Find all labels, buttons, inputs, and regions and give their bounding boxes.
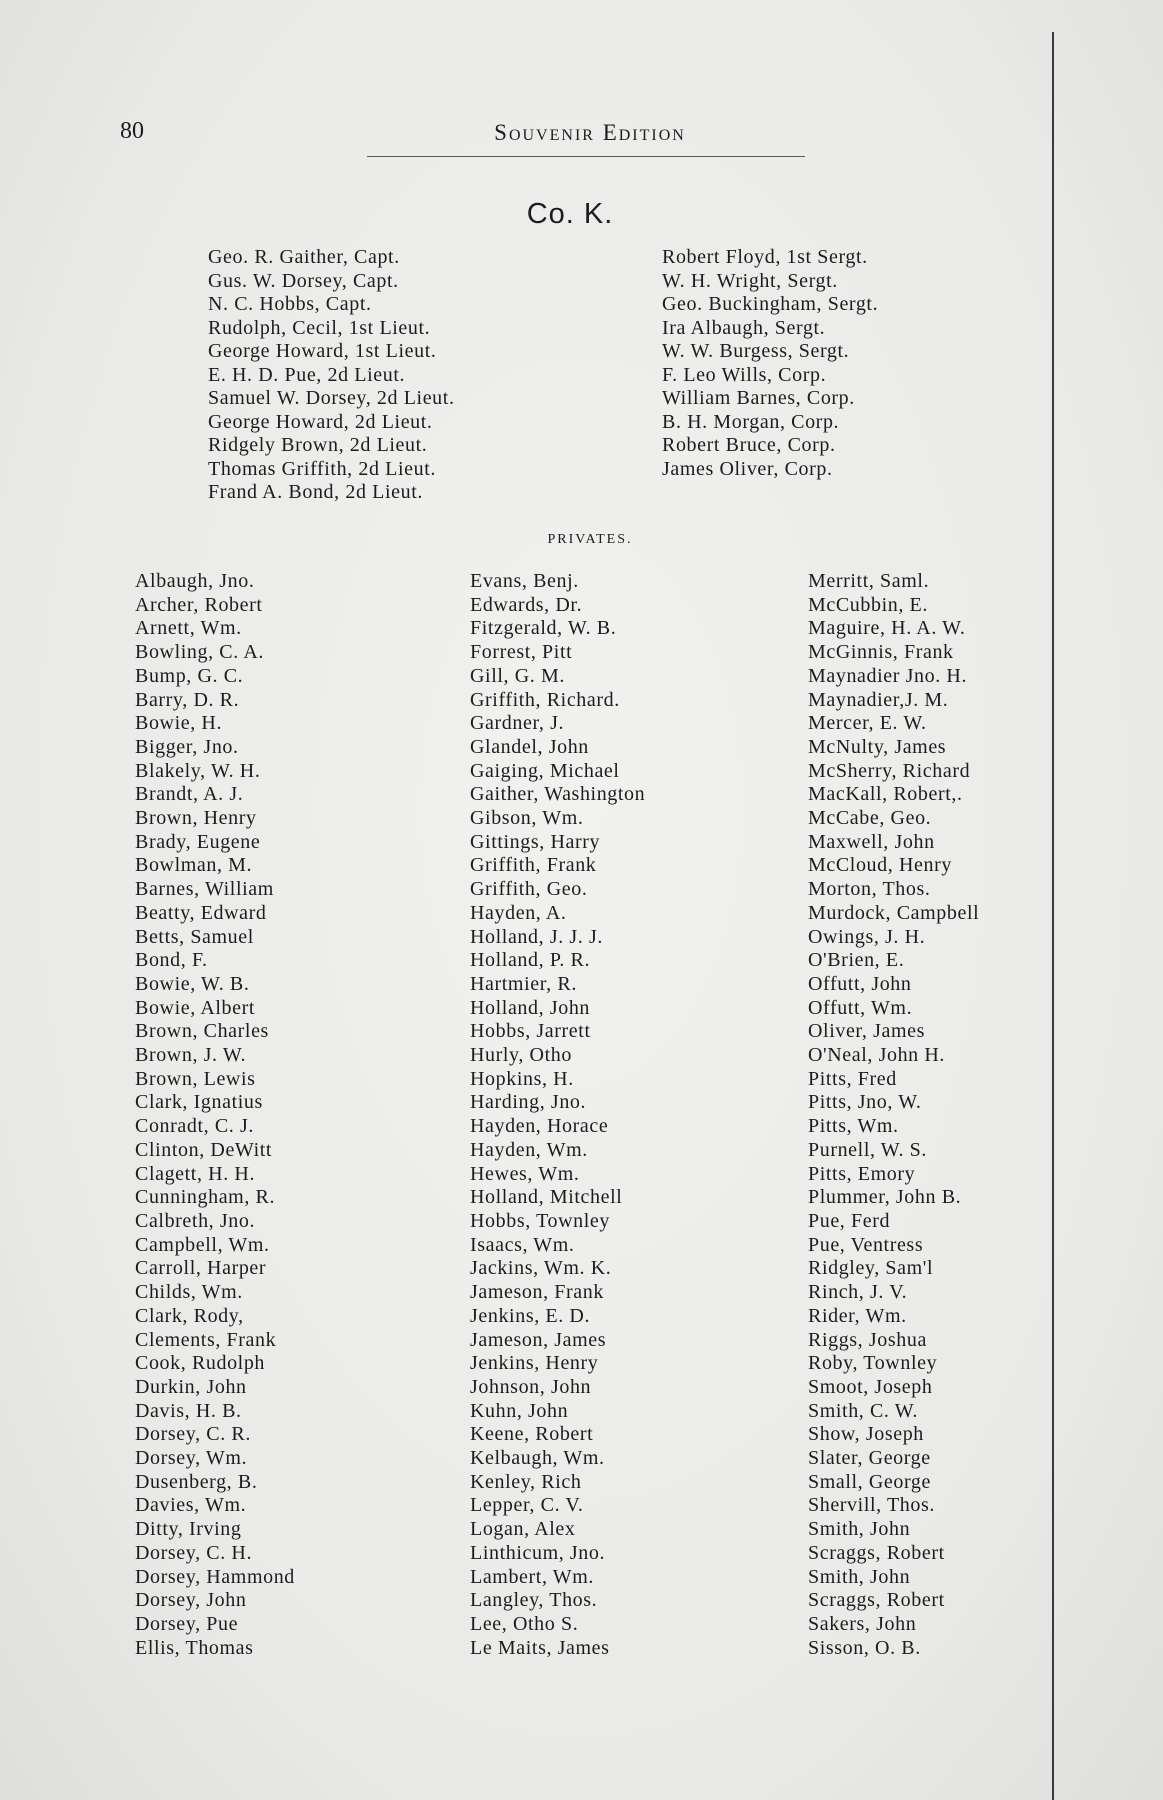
private-entry: Lee, Otho S. — [470, 1612, 579, 1635]
officer-entry: Robert Bruce, Corp. — [662, 434, 836, 456]
private-entry: Linthicum, Jno. — [470, 1541, 606, 1564]
private-entry: Hobbs, Jarrett — [470, 1020, 591, 1043]
private-entry: Conradt, C. J. — [135, 1115, 254, 1138]
officer-entry: E. H. D. Pue, 2d Lieut. — [208, 363, 406, 386]
private-entry: O'Neal, John H. — [808, 1044, 946, 1067]
officer-entry: Robert Floyd, 1st Sergt. — [662, 246, 868, 268]
officer-entry: Frand A. Bond, 2d Lieut. — [208, 481, 423, 503]
private-entry: Smith, C. W. — [808, 1399, 919, 1422]
private-entry: Pitts, Jno, W. — [808, 1091, 922, 1114]
private-entry: Murdock, Campbell — [808, 901, 980, 924]
private-entry: Holland, P. R. — [470, 949, 591, 972]
company-title: Co. K. — [526, 198, 614, 230]
private-entry: Jameson, Frank — [470, 1281, 604, 1304]
private-entry: McCabe, Geo. — [808, 807, 932, 830]
private-entry: Slater, George — [808, 1447, 931, 1470]
officer-entry: George Howard, 1st Lieut. — [208, 340, 437, 362]
private-entry: MacKall, Robert,. — [808, 783, 963, 806]
private-entry: Bowlman, M. — [135, 854, 253, 877]
private-entry: Holland, John — [470, 996, 591, 1019]
private-entry: Jenkins, E. D. — [470, 1304, 591, 1327]
private-entry: Jenkins, Henry — [470, 1352, 599, 1375]
header-rule — [367, 156, 805, 157]
officer-entry: Geo. R. Gaither, Capt. — [208, 246, 400, 268]
private-entry: Roby, Townley — [808, 1352, 938, 1375]
private-entry: Rider, Wm. — [808, 1304, 907, 1327]
private-entry: Purnell, W. S. — [808, 1138, 927, 1161]
private-entry: Betts, Samuel — [135, 925, 254, 948]
private-entry: Bowie, Albert — [135, 996, 256, 1019]
private-entry: Offutt, Wm. — [808, 996, 913, 1019]
private-entry: Bowling, C. A. — [135, 641, 264, 664]
private-entry: Plummer, John B. — [808, 1186, 962, 1209]
privates-column-2 — [470, 570, 645, 1660]
private-entry: Calbreth, Jno. — [135, 1209, 256, 1232]
officer-entry: James Oliver, Corp. — [662, 457, 833, 480]
page-edge-rule — [1052, 32, 1054, 1800]
private-entry: Owings, J. H. — [808, 925, 926, 948]
private-entry: McCloud, Henry — [808, 854, 952, 877]
privates-heading: PRIVATES. — [547, 532, 633, 547]
private-entry: Ellis, Thomas — [135, 1636, 254, 1659]
private-entry: Dorsey, John — [135, 1589, 247, 1612]
private-entry: Hayden, Horace — [470, 1115, 609, 1138]
private-entry: Brown, Lewis — [135, 1067, 256, 1090]
private-entry: McNulty, James — [808, 735, 947, 758]
private-entry: Clements, Frank — [135, 1328, 277, 1351]
private-entry: Gill, G. M. — [470, 664, 565, 687]
private-entry: Small, George — [808, 1470, 931, 1493]
private-entry: Hayden, Wm. — [470, 1138, 588, 1161]
private-entry: Griffith, Frank — [470, 854, 597, 877]
officer-entry: William Barnes, Corp. — [662, 387, 855, 409]
officer-entry: Ridgely Brown, 2d Lieut. — [208, 434, 428, 456]
private-entry: McGinnis, Frank — [808, 641, 954, 664]
private-entry: Keene, Robert — [470, 1423, 594, 1446]
running-title: Souvenir Edition — [494, 120, 686, 145]
private-entry: McSherry, Richard — [808, 759, 971, 782]
private-entry: Pue, Ferd — [808, 1209, 891, 1232]
private-entry: Scraggs, Robert — [808, 1541, 945, 1564]
private-entry: Campbell, Wm. — [135, 1233, 270, 1256]
private-entry: Dorsey, Wm. — [135, 1447, 248, 1470]
private-entry: Kenley, Rich — [470, 1470, 582, 1493]
private-entry: Smith, John — [808, 1518, 911, 1541]
private-entry: Dorsey, Hammond — [135, 1565, 295, 1588]
private-entry: Dorsey, Pue — [135, 1612, 239, 1635]
private-entry: Blakely, W. H. — [135, 759, 261, 782]
private-entry: Offutt, John — [808, 972, 912, 995]
private-entry: Fitzgerald, W. B. — [470, 617, 617, 640]
private-entry: Pitts, Fred — [808, 1067, 897, 1090]
private-entry: Oliver, James — [808, 1020, 925, 1043]
private-entry: Archer, Robert — [135, 593, 263, 616]
private-entry: Gaiging, Michael — [470, 759, 620, 782]
private-entry: Le Maits, James — [470, 1636, 610, 1659]
private-entry: Clark, Ignatius — [135, 1091, 263, 1114]
private-entry: Hopkins, H. — [470, 1067, 574, 1090]
private-entry: Maxwell, John — [808, 830, 935, 853]
officer-entry: Ira Albaugh, Sergt. — [662, 316, 826, 339]
private-entry: Maynadier,J. M. — [808, 688, 949, 711]
private-entry: Brown, Henry — [135, 807, 257, 830]
officer-entry: W. W. Burgess, Sergt. — [662, 340, 850, 362]
private-entry: Sakers, John — [808, 1612, 917, 1635]
private-entry: Langley, Thos. — [470, 1589, 598, 1612]
private-entry: Arnett, Wm. — [135, 617, 242, 640]
private-entry: Ridgley, Sam'l — [808, 1257, 934, 1280]
private-entry: Kelbaugh, Wm. — [470, 1447, 605, 1470]
private-entry: O'Brien, E. — [808, 949, 905, 972]
privates-column-1 — [135, 570, 295, 1660]
private-entry: Clinton, DeWitt — [135, 1138, 273, 1161]
officer-entry: N. C. Hobbs, Capt. — [208, 293, 372, 315]
private-entry: Pitts, Wm. — [808, 1115, 899, 1138]
private-entry: Dusenberg, B. — [135, 1470, 258, 1493]
private-entry: Bond, F. — [135, 949, 208, 972]
private-entry: Sisson, O. B. — [808, 1636, 921, 1659]
officer-entry: F. Leo Wills, Corp. — [662, 363, 827, 386]
private-entry: Brady, Eugene — [135, 830, 261, 853]
private-entry: Durkin, John — [135, 1375, 247, 1398]
private-entry: Clark, Rody, — [135, 1304, 244, 1327]
private-entry: Gibson, Wm. — [470, 807, 584, 830]
private-entry: Rinch, J. V. — [808, 1281, 908, 1304]
private-entry: Hurly, Otho — [470, 1044, 572, 1067]
officer-entry: George Howard, 2d Lieut. — [208, 410, 433, 433]
private-entry: Holland, Mitchell — [470, 1186, 623, 1209]
private-entry: Carroll, Harper — [135, 1257, 267, 1280]
private-entry: Pitts, Emory — [808, 1162, 916, 1185]
private-entry: Dorsey, C. R. — [135, 1423, 251, 1446]
private-entry: Forrest, Pitt — [470, 641, 573, 664]
private-entry: Hartmier, R. — [470, 972, 577, 995]
private-entry: Bowie, H. — [135, 712, 223, 735]
private-entry: Hewes, Wm. — [470, 1162, 580, 1185]
private-entry: Lepper, C. V. — [470, 1494, 584, 1517]
officer-entry: Geo. Buckingham, Sergt. — [662, 293, 879, 315]
private-entry: Glandel, John — [470, 735, 589, 758]
page-number: 80 — [120, 118, 144, 144]
private-entry: Brandt, A. J. — [135, 783, 244, 806]
officer-entry: W. H. Wright, Sergt. — [662, 269, 838, 292]
private-entry: Clagett, H. H. — [135, 1162, 256, 1185]
private-entry: Barry, D. R. — [135, 688, 240, 711]
private-entry: Gardner, J. — [470, 712, 565, 735]
private-entry: Gittings, Harry — [470, 830, 601, 853]
officer-entry: Gus. W. Dorsey, Capt. — [208, 269, 399, 292]
private-entry: Dorsey, C. H. — [135, 1541, 253, 1564]
private-entry: Barnes, William — [135, 878, 274, 901]
private-entry: Harding, Jno. — [470, 1091, 587, 1114]
private-entry: Mercer, E. W. — [808, 712, 927, 735]
private-entry: Beatty, Edward — [135, 901, 267, 924]
private-entry: Merritt, Saml. — [808, 570, 930, 592]
officers-list-left — [208, 246, 455, 505]
private-entry: Morton, Thos. — [808, 878, 931, 901]
private-entry: Davis, H. B. — [135, 1399, 242, 1422]
officers-list-right — [662, 246, 878, 481]
private-entry: Maguire, H. A. W. — [808, 617, 966, 640]
private-entry: Bump, G. C. — [135, 664, 244, 687]
officer-entry: B. H. Morgan, Corp. — [662, 410, 840, 433]
private-entry: Griffith, Richard. — [470, 688, 620, 711]
private-entry: Brown, J. W. — [135, 1044, 247, 1067]
private-entry: Childs, Wm. — [135, 1281, 243, 1304]
private-entry: Hobbs, Townley — [470, 1209, 610, 1232]
private-entry: Albaugh, Jno. — [135, 570, 255, 592]
private-entry: Cunningham, R. — [135, 1186, 276, 1209]
private-entry: Maynadier Jno. H. — [808, 664, 968, 687]
private-entry: Smoot, Joseph — [808, 1375, 933, 1398]
private-entry: Bowie, W. B. — [135, 972, 250, 995]
private-entry: Holland, J. J. J. — [470, 925, 603, 948]
private-entry: Scraggs, Robert — [808, 1589, 945, 1612]
private-entry: Ditty, Irving — [135, 1518, 242, 1541]
private-entry: Shervill, Thos. — [808, 1494, 935, 1517]
private-entry: Kuhn, John — [470, 1399, 569, 1422]
private-entry: Jackins, Wm. K. — [470, 1257, 612, 1280]
private-entry: Isaacs, Wm. — [470, 1233, 575, 1256]
private-entry: Smith, John — [808, 1565, 911, 1588]
private-entry: Bigger, Jno. — [135, 735, 239, 758]
private-entry: McCubbin, E. — [808, 593, 928, 616]
officer-entry: Samuel W. Dorsey, 2d Lieut. — [208, 387, 455, 409]
private-entry: Davies, Wm. — [135, 1494, 247, 1517]
private-entry: Evans, Benj. — [470, 570, 579, 592]
private-entry: Logan, Alex — [470, 1518, 576, 1541]
private-entry: Edwards, Dr. — [470, 593, 583, 616]
private-entry: Johnson, John — [470, 1375, 592, 1398]
officer-entry: Rudolph, Cecil, 1st Lieut. — [208, 316, 431, 339]
private-entry: Pue, Ventress — [808, 1233, 924, 1256]
private-entry: Hayden, A. — [470, 901, 567, 924]
private-entry: Cook, Rudolph — [135, 1352, 266, 1375]
private-entry: Show, Joseph — [808, 1423, 924, 1446]
officer-entry: Thomas Griffith, 2d Lieut. — [208, 457, 436, 480]
privates-column-3 — [808, 570, 979, 1660]
private-entry: Gaither, Washington — [470, 783, 646, 806]
private-entry: Lambert, Wm. — [470, 1565, 595, 1588]
private-entry: Brown, Charles — [135, 1020, 269, 1043]
private-entry: Riggs, Joshua — [808, 1328, 927, 1351]
private-entry: Griffith, Geo. — [470, 878, 588, 901]
private-entry: Jameson, James — [470, 1328, 607, 1351]
